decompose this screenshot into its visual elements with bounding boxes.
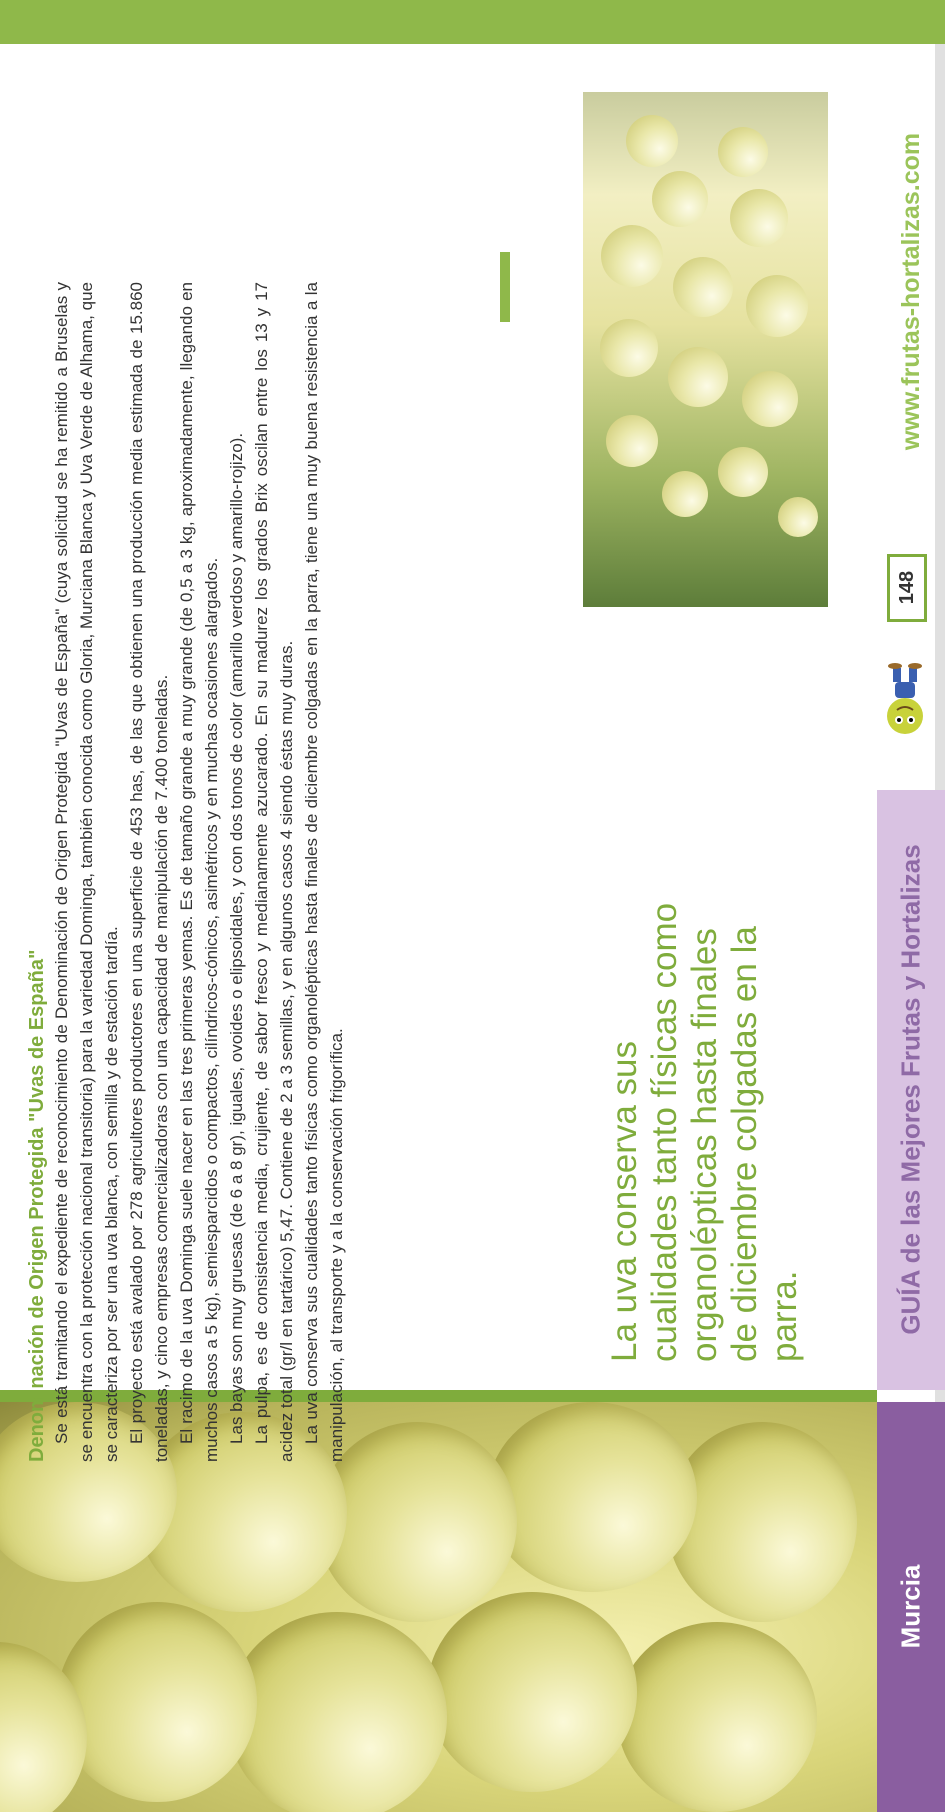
article-paragraph: La uva conserva sus cualidades tanto físicas como organolépticas hasta finales de diciembre colgadas en la parra, tiene una muy buena resistencia a la manipulación, al transporte y a la conservación frigorífica.	[302, 282, 346, 1462]
article-paragraph: Se está tramitando el expediente de reconocimiento de Denominación de Origen Protegida "Uvas de España" (cuya solicitud se ha remitido a Bruselas y se encuentra con la protección nacional transitoria) para la variedad Dominga, también conocida como Gloria, Murciana Blanca y Uva Verde de Alhama, que se caracteriza por ser una uva blanca, con semilla y de estación tardía.	[52, 282, 121, 1462]
region-label: Murcia	[895, 1565, 926, 1649]
end-rule	[500, 252, 510, 322]
article-body	[25, 272, 525, 1472]
article-paragraph: El racimo de la uva Dominga suele nacer en las tres primeras yemas. Es de tamaño grande a muy grande (de 0,5 a 3 kg, aproximadamente, llegando en muchos casos a 5 kg), semiesparcidos o compactos, cilíndricos-cónicos, asimétricos y en muchas ocasiones alargados.	[177, 282, 221, 1462]
guide-title: GUÍA de las Mejores Frutas y Hortalizas	[895, 844, 926, 1336]
article-heading: Denominación de Origen Protegida "Uvas de España"	[26, 949, 48, 1462]
pull-quote: La uva conserva sus cualidades tanto físicas como organolépticas hasta finales de diciembre colgadas en la parra.	[605, 902, 804, 1362]
article-paragraph: Las bayas son muy gruesas (de 6 a 8 gr), iguales, ovoides o elipsoidales, y con dos tonos de color (amarillo verdoso y amarillo-rojizo).	[227, 432, 246, 1444]
page-number-box: 148	[887, 554, 927, 622]
website-url: www.frutas-hortalizas.com	[896, 133, 925, 451]
mascot-icon	[877, 662, 935, 742]
vineyard-photo	[583, 92, 828, 607]
article-paragraph: La pulpa, es de consistencia media, crujiente, de sabor fresco y medianamente azucarado. En su madurez los grados Brix oscilan entre los 13 y 17 acidez total (gr/l en tartárico) 5,47. Contiene de 2 a 3 semillas, y en algunos casos 4 siendo éstas muy duras.	[252, 282, 296, 1462]
article-paragraph: El proyecto está avalado por 278 agricultores productores en una superficie de 453 has, de las que obtienen una producción media estimada de 15.860 toneladas, y cinco empresas comercializadoras con una capacidad de manipulación de 7.400 toneladas.	[127, 282, 171, 1462]
top-green-bar	[0, 0, 945, 44]
